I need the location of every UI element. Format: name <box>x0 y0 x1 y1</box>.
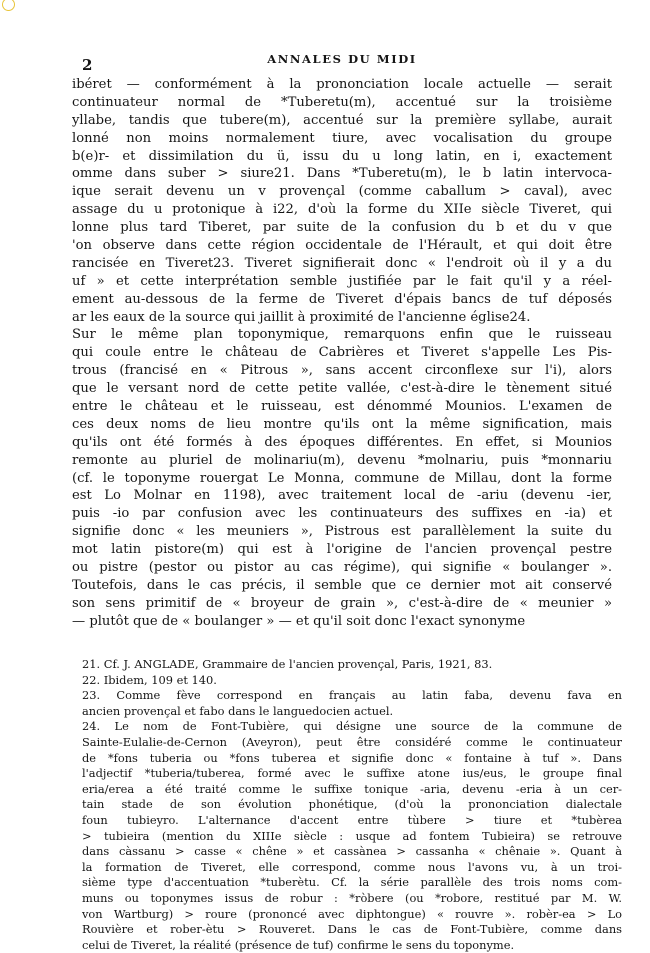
footnote-line: 21. Cf. J. ANGLADE, Grammaire de l'ancien provençal, Paris, 1921, 83. <box>82 657 493 671</box>
footnote-line: > tubieira (mention du XIIIe siècle : usque ad fontem Tubieira) se retrouve <box>82 828 622 843</box>
footnote-line: la formation de Tiveret, elle correspond, comme nous l'avons vu, à un troi- <box>82 859 622 874</box>
body-line: (cf. le toponyme rouergat Le Monna, commune de Millau, dont la forme <box>72 470 612 486</box>
body-line: ar les eaux de la source qui jaillit à proximité de l'ancienne église24. <box>72 309 531 325</box>
body-line: ou pistre (pestor ou pistor au cas régime), qui signifie « boulanger ». <box>72 560 612 576</box>
body-line: est Lo Molnar en 1198), avec traitement local de -ariu (devenu -ier, <box>72 488 612 504</box>
body-line: yllabe, tandis que tubere(m), accentué sur la première syllabe, aurait <box>72 112 612 128</box>
body-line: b(e)r- et dissimilation du ü, issu du u long latin, en i, exactement <box>72 148 612 164</box>
body-line: trous (francisé en « Pitrous », sans accent circonflexe sur l'i), alors <box>72 363 612 379</box>
body-line: puis -io par confusion avec les continuateurs des suffixes en -ia) et <box>72 506 612 522</box>
footnote-line: Rouvière et rober-ètu > Rouveret. Dans le cas de Font-Tubière, comme dans <box>82 922 622 937</box>
body-line: qu'ils ont été formés à des époques différentes. En effet, si Mounios <box>72 434 612 450</box>
body-line: rancisée en Tiveret23. Tiveret signifierait donc « l'endroit où il y a du <box>72 255 612 271</box>
body-line: lonné non moins normalement tiure, avec vocalisation du groupe <box>72 130 612 146</box>
footnote-line: 24. Le nom de Font-Tubière, qui désigne une source de la commune de <box>82 719 622 734</box>
body-line: Toutefois, dans le cas précis, il semble que ce dernier mot ait conservé <box>72 577 612 593</box>
body-line: entre le château et le ruisseau, est dénommé Mounios. L'examen de <box>72 399 612 415</box>
body-line: — plutôt que de « boulanger » — et qu'il soit donc l'exact synonyme <box>72 613 526 629</box>
footnote-line: foun tubieyro. L'alternance d'accent entre tùbere > tiure et *tubèrea <box>82 812 622 827</box>
footnotes <box>82 657 622 953</box>
footnote-line: de *fons tuberia ou *fons tuberea et signifie donc « fontaine à tuf ». Dans <box>82 750 622 765</box>
body-line: remonte au pluriel de molinariu(m), devenu *molnariu, puis *monnariu <box>72 452 612 468</box>
body-line: qui coule entre le château de Cabrières et Tiveret s'appelle Les Pis- <box>72 345 612 361</box>
body-line: 'on observe dans cette région occidentale de l'Hérault, et qui doit être <box>72 238 612 254</box>
footnote-line: l'adjectif *tuberia/tuberea, formé avec le suffixe atone ius/eus, le groupe final <box>82 766 622 781</box>
footnote-line: Sainte-Eulalie-de-Cernon (Aveyron), peut être considéré comme le continuateur <box>82 734 622 749</box>
body-line: signifie donc « les meuniers », Pistrous est parallèlement la suite du <box>72 524 612 540</box>
body-line: que le versant nord de cette petite vallée, c'est-à-dire le tènement situé <box>72 381 612 397</box>
footnote-line: sième type d'accentuation *tuberètu. Cf. la série parallèle des trois noms com- <box>82 875 622 890</box>
body-line: Sur le même plan toponymique, remarquons enfin que le ruisseau <box>72 327 612 343</box>
body-line: omme dans suber > siure21. Dans *Tuberetu(m), le b latin intervoca- <box>72 166 612 182</box>
running-head: ANNALES DU MIDI <box>267 52 417 66</box>
footnote-line: 23. Comme fève correspond en français au latin faba, devenu fava en <box>82 688 622 703</box>
footnote-line: celui de Tiveret, la réalité (présence de tuf) confirme le sens du toponyme. <box>82 937 515 952</box>
footnote-line: dans càssanu > casse « chêne » et cassànea > cassanha « chênaie ». Quant à <box>82 844 622 859</box>
body-line: ique serait devenu un v provençal (comme caballum > caval), avec <box>72 184 612 200</box>
body-text <box>72 76 612 631</box>
page-number: 2 <box>82 56 93 74</box>
footnote-line: 22. Ibidem, 109 et 140. <box>82 672 217 687</box>
footnote-line: eria/erea a été traité comme le suffixe tonique -aria, devenu -eria à un cer- <box>82 781 622 796</box>
body-line: ibéret — conformément à la prononciation locale actuelle — serait <box>72 77 612 92</box>
body-line: continuateur normal de *Tuberetu(m), accentué sur la troisième <box>72 94 612 110</box>
body-line: ement au-dessous de la ferme de Tiveret d'épais bancs de tuf déposés <box>72 291 612 307</box>
body-line: ces deux noms de lieu montre qu'ils ont la même signification, mais <box>72 416 612 432</box>
page-header <box>78 52 606 72</box>
body-line: assage du u protonique à i22, d'où la forme du XIIe siècle Tiveret, qui <box>72 202 612 218</box>
footnote-line: von Wartburg) > roure (prononcé avec diphtongue) « rouvre ». robèr-ea > Lo <box>82 906 622 921</box>
body-line: lonne plus tard Tiberet, par suite de la confusion du b et du v que <box>72 220 612 236</box>
corner-circle-mark <box>2 0 15 11</box>
body-line: mot latin pistore(m) qui est à l'origine de l'ancien provençal pestre <box>72 542 612 558</box>
body-line: uf » et cette interprétation semble justifiée par le fait qu'il y a réel- <box>72 273 612 289</box>
footnote-line: ancien provençal et fabo dans le languedocien actuel. <box>82 703 394 718</box>
body-line: son sens primitif de « broyeur de grain », c'est-à-dire de « meunier » <box>72 595 612 611</box>
footnote-line: muns ou toponymes issus de robur : *ròbere (ou *robore, restitué par M. W. <box>82 890 622 905</box>
footnote-line: tain stade de son évolution phonétique, (d'où la prononciation dialectale <box>82 797 622 812</box>
